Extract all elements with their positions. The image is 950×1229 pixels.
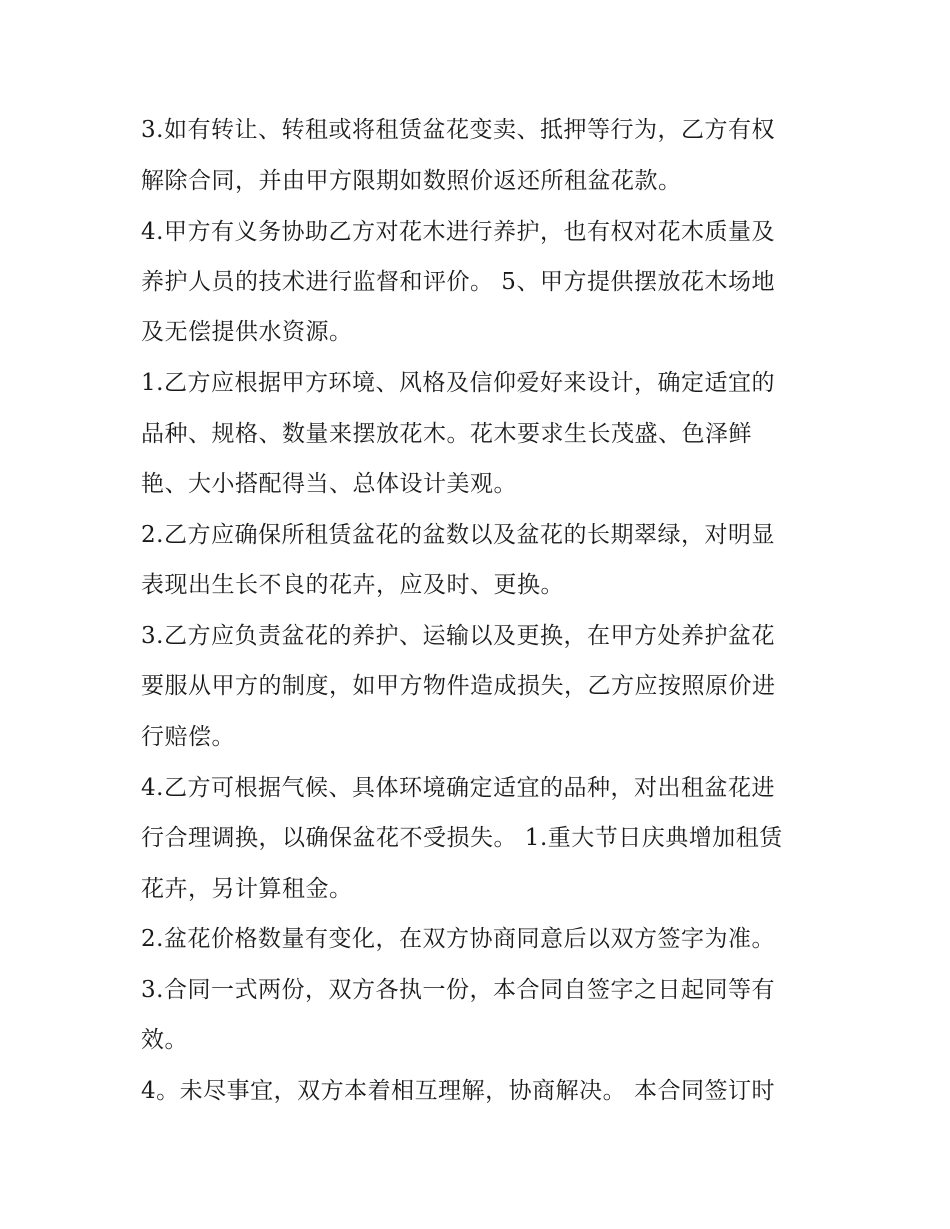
text-line: 效。 bbox=[141, 1027, 188, 1053]
text-line: 艳、大小搭配得当、总体设计美观。 bbox=[141, 471, 517, 497]
text-line: 养护人员的技术进行监督和评价。 5、甲方提供摆放花木场地 bbox=[141, 269, 775, 295]
text-line: 3.合同一式两份，双方各执一份，本合同自签字之日起同等有 bbox=[141, 977, 775, 1003]
text-line: 品种、规格、数量来摆放花木。花木要求生长茂盛、色泽鲜 bbox=[141, 421, 752, 447]
text-line: 行合理调换，以确保盆花不受损失。 1.重大节日庆典增加租赁 bbox=[141, 825, 783, 851]
text-line: 花卉，另计算租金。 bbox=[141, 876, 353, 902]
text-line: 2.乙方应确保所租赁盆花的盆数以及盆花的长期翠绿，对明显 bbox=[141, 522, 775, 548]
text-line: 行赔偿。 bbox=[141, 724, 235, 750]
text-line: 要服从甲方的制度，如甲方物件造成损失，乙方应按照原价进 bbox=[141, 673, 776, 699]
text-line: 2.盆花价格数量有变化，在双方协商同意后以双方签字为准。 bbox=[141, 926, 775, 952]
text-line: 4。未尽事宜，双方本着相互理解，协商解决。 本合同签订时 bbox=[141, 1078, 775, 1104]
text-line: 4.乙方可根据气候、具体环境确定适宜的品种，对出租盆花进 bbox=[141, 775, 775, 801]
text-line: 3.乙方应负责盆花的养护、运输以及更换，在甲方处养护盆花 bbox=[141, 623, 775, 649]
text-line: 解除合同，并由甲方限期如数照价返还所租盆花款。 bbox=[141, 168, 682, 194]
text-line: 表现出生长不良的花卉，应及时、更换。 bbox=[141, 572, 564, 598]
text-line: 4.甲方有义务协助乙方对花木进行养护，也有权对花木质量及 bbox=[141, 219, 775, 245]
text-line: 及无偿提供水资源。 bbox=[141, 319, 353, 345]
text-line: 1.乙方应根据甲方环境、风格及信仰爱好来设计，确定适宜的 bbox=[141, 370, 775, 396]
text-line: 3.如有转让、转租或将租赁盆花变卖、抵押等行为，乙方有权 bbox=[141, 117, 775, 143]
